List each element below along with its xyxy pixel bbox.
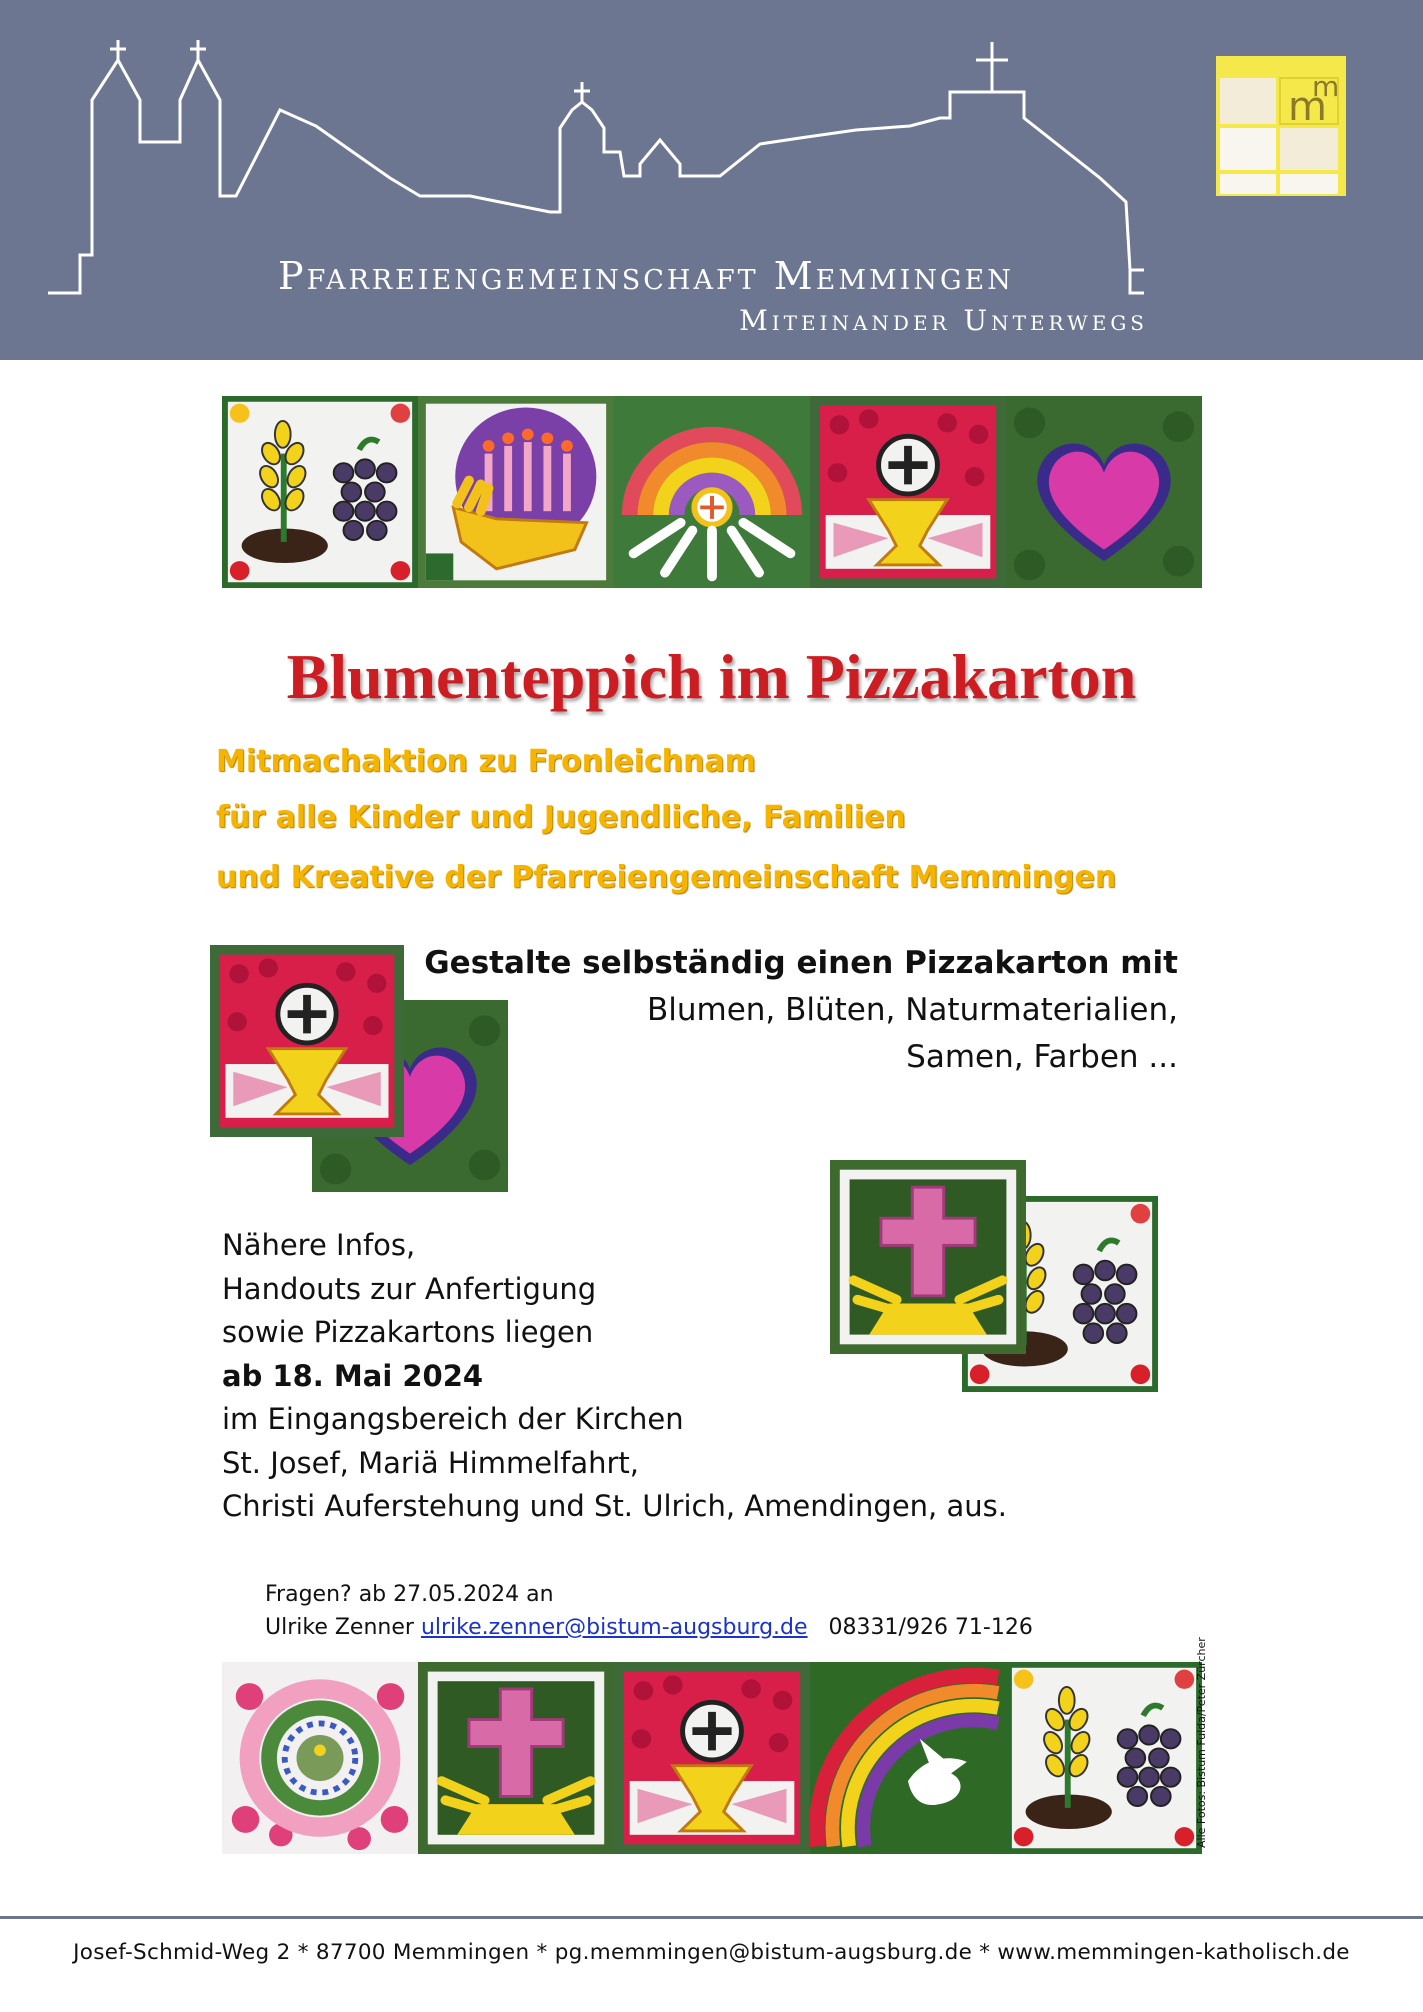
flower-carpet-host-chalice-image [614, 1662, 810, 1854]
contact-name: Ulrike Zenner [265, 1615, 414, 1640]
flower-carpet-heart-image [1006, 396, 1202, 588]
flower-carpet-pink-cross-image [418, 1662, 614, 1854]
intro-line-3: Samen, Farben ... [906, 1039, 1178, 1075]
flower-carpet-wheat-grapes-image [222, 396, 418, 588]
info-line-6: St. Josef, Mariä Himmelfahrt, [222, 1445, 640, 1480]
intro-line-2: Blumen, Blüten, Naturmaterialien, [646, 992, 1178, 1028]
page-title: Blumenteppich im Pizzakarton [286, 641, 1137, 712]
header-banner [0, 0, 1423, 360]
flower-carpet-rainbow-dove-image [810, 1662, 1006, 1854]
contact-line [265, 1611, 1033, 1644]
footer-divider [0, 1916, 1423, 1919]
subtitle-line-2: für alle Kinder und Jugendliche, Familien [216, 800, 906, 835]
flower-carpet-wheat-grapes-image [1006, 1662, 1202, 1854]
contact-question: Fragen? ab 27.05.2024 an [265, 1582, 554, 1607]
flower-carpet-candles-image [418, 396, 614, 588]
info-line-7: Christi Auferstehung und St. Ulrich, Amendingen, aus. [222, 1489, 1007, 1523]
info-text [222, 1224, 1007, 1529]
org-tagline: Miteinander Unterwegs [739, 304, 1148, 337]
footer-address: Josef-Schmid-Weg 2 * 87700 Memmingen * pg.memmingen@bistum-augsburg.de * www.memmingen-katholisch.de [73, 1940, 1350, 1965]
subtitle-line-1: Mitmachaktion zu Fronleichnam [216, 744, 756, 779]
info-line-1: Nähere Infos, [222, 1228, 416, 1262]
info-line-5: im Eingangsbereich der Kirchen [222, 1402, 684, 1436]
contact-phone: 08331/926 71-126 [828, 1615, 1033, 1640]
flower-carpet-rainbow-image [614, 396, 810, 588]
contact-block [265, 1578, 1033, 1644]
info-line-3: sowie Pizzakartons liegen [222, 1315, 594, 1349]
intro-line-1: Gestalte selbständig einen Pizzakarton mit [424, 945, 1178, 981]
contact-email-link[interactable]: ulrike.zenner@bistum-augsburg.de [420, 1615, 808, 1640]
flower-carpet-wreath-image [222, 1662, 418, 1854]
intro-text [424, 940, 1178, 1081]
parish-logo [1216, 56, 1346, 196]
photo-credit: Alle Fotos: Bistum Fulda/Peter Zürcher [1195, 1637, 1208, 1848]
gallery-bottom [222, 1662, 1202, 1854]
town-skyline-outline [0, 0, 1423, 360]
subtitle-line-3: und Kreative der Pfarreiengemeinschaft Memmingen [216, 860, 1117, 895]
org-name: Pfarreiengemeinschaft Memmingen [278, 254, 1014, 298]
flower-carpet-host-chalice-image [810, 396, 1006, 588]
info-line-2: Handouts zur Anfertigung [222, 1271, 597, 1306]
info-date: ab 18. Mai 2024 [222, 1358, 484, 1393]
gallery-top [222, 396, 1202, 588]
flower-carpet-host-chalice-image [210, 945, 404, 1137]
